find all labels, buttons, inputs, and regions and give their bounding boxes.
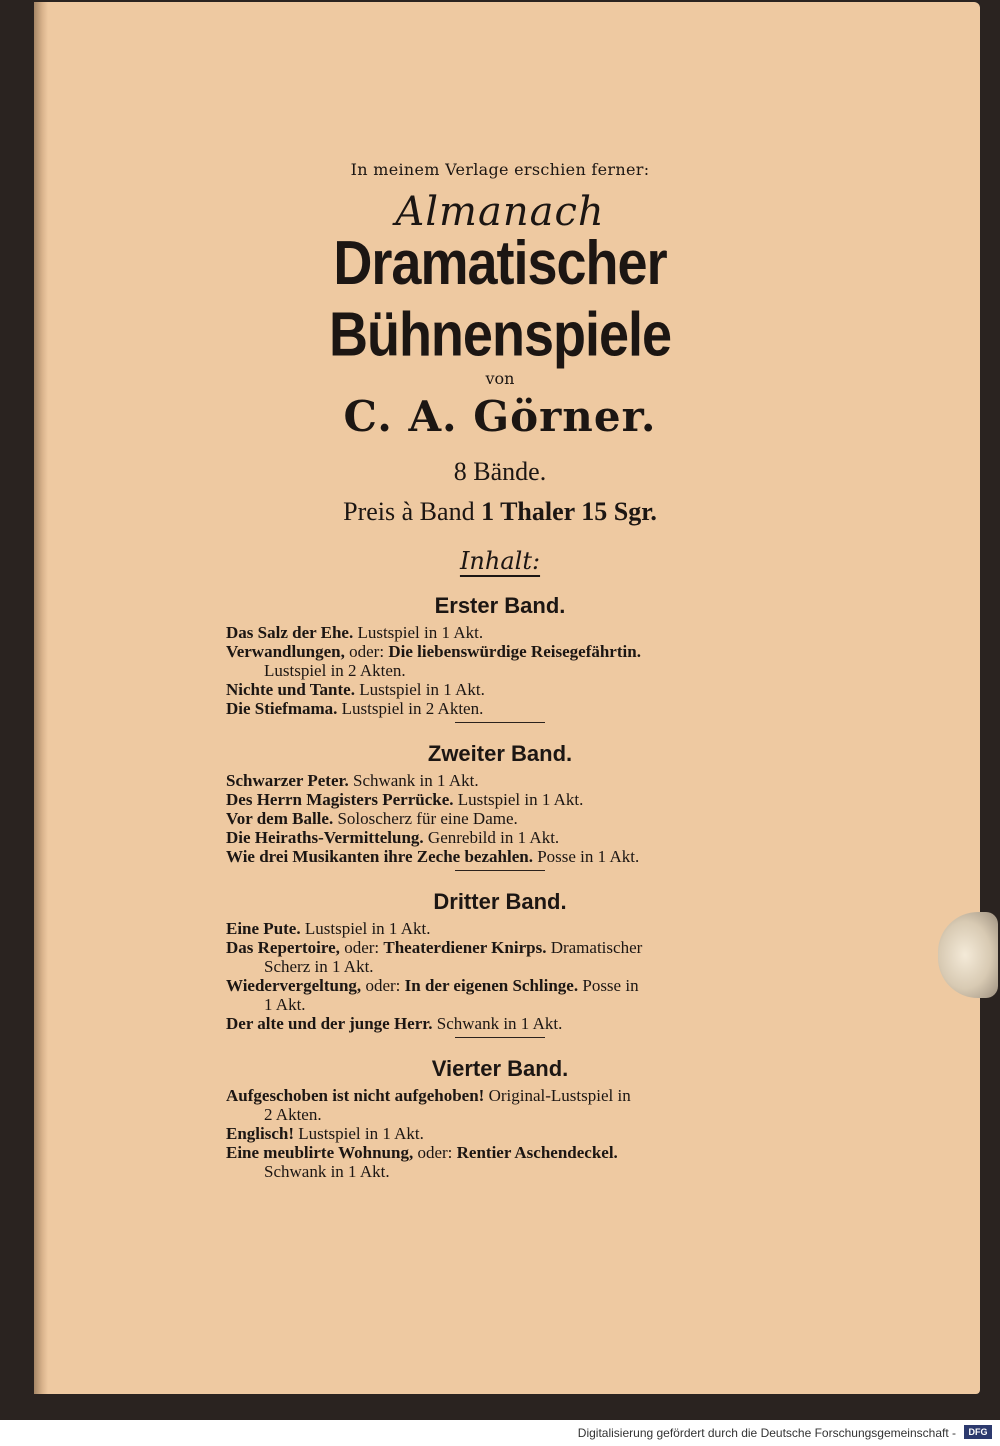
band-title: Erster Band. [434, 593, 566, 618]
play-title: Das Repertoire, [226, 938, 340, 957]
band-title: Zweiter Band. [427, 741, 573, 766]
list-item [226, 847, 786, 866]
alt-title-separator: oder: [417, 1143, 453, 1162]
list-item [226, 680, 786, 699]
play-title: Schwarzer Peter. [226, 771, 349, 790]
play-genre-continued: 2 Akten. [264, 1105, 322, 1124]
list-item [226, 642, 786, 680]
play-genre: Posse in 1 Akt. [537, 847, 640, 866]
band-entries [226, 623, 786, 718]
play-genre-continued: Scherz in 1 Akt. [264, 957, 374, 976]
band-entries [226, 771, 786, 866]
play-title: Verwandlungen, [226, 642, 345, 661]
section-divider [455, 722, 545, 723]
footer-bar [0, 1420, 1000, 1446]
play-genre: Lustspiel in 1 Akt. [359, 680, 485, 699]
list-item [226, 1014, 786, 1033]
band-title: Vierter Band. [431, 1056, 569, 1081]
play-genre: Dramatischer [550, 938, 643, 957]
play-genre-continued: Schwank in 1 Akt. [264, 1162, 390, 1181]
play-genre: Lustspiel in 1 Akt. [298, 1124, 424, 1143]
list-item [226, 828, 786, 847]
play-genre: Lustspiel in 2 Akten. [341, 699, 484, 718]
page-gutter [34, 2, 48, 1394]
list-item [226, 699, 786, 718]
volume-count: 8 Bände. [453, 457, 547, 486]
play-title: Die Stiefmama. [226, 699, 338, 718]
play-genre: Schwank in 1 Akt. [436, 1014, 563, 1033]
page-content [170, 160, 830, 1181]
play-alt-title: Rentier Aschendeckel. [456, 1143, 618, 1162]
play-title: Des Herrn Magisters Perrücke. [226, 790, 454, 809]
list-item [226, 938, 786, 976]
dfg-logo: DFG [964, 1425, 992, 1439]
play-title: Die Heiraths-Vermittelung. [226, 828, 424, 847]
von-line: von [485, 369, 515, 388]
play-genre: Schwank in 1 Akt. [352, 771, 479, 790]
price-prefix: Preis à Band [343, 497, 475, 526]
play-genre: Posse in [582, 976, 639, 995]
section-divider [455, 1037, 545, 1038]
list-item [226, 809, 786, 828]
play-title: Eine Pute. [226, 919, 301, 938]
price-value: 1 Thaler 15 Sgr. [481, 497, 657, 526]
play-title: Eine meublirte Wohnung, [226, 1143, 414, 1162]
list-item [226, 1143, 786, 1181]
play-title: Das Salz der Ehe. [226, 623, 354, 642]
list-item [226, 976, 786, 1014]
band-list [170, 593, 830, 1181]
list-item [226, 1086, 786, 1124]
play-genre: Lustspiel in 1 Akt. [457, 790, 584, 809]
play-genre: Soloscherz für eine Dame. [337, 809, 518, 828]
play-genre: Original-Lustspiel in [488, 1086, 631, 1105]
play-title: Der alte und der junge Herr. [226, 1014, 433, 1033]
price-line [170, 497, 830, 527]
page-title: Dramatischer Bühnenspiele [328, 228, 672, 370]
play-title: Aufgeschoben ist nicht aufgehoben! [226, 1086, 485, 1105]
play-title: Wiedervergeltung, [226, 976, 362, 995]
play-alt-title: Theaterdiener Knirps. [383, 938, 547, 957]
play-genre: Lustspiel in 1 Akt. [357, 623, 484, 642]
author-name: C. A. Görner. [343, 392, 657, 441]
play-title: Englisch! [226, 1124, 295, 1143]
list-item [226, 771, 786, 790]
play-genre: Genrebild in 1 Akt. [427, 828, 560, 847]
play-genre: Lustspiel in 1 Akt. [304, 919, 431, 938]
footer-credit: Digitalisierung gefördert durch die Deutsche Forschungsgemeinschaft - [577, 1426, 956, 1440]
section-divider [455, 870, 545, 871]
play-alt-title: In der eigenen Schlinge. [404, 976, 579, 995]
alt-title-separator: oder: [344, 938, 380, 957]
play-genre-continued: 1 Akt. [264, 995, 306, 1014]
list-item [226, 1124, 786, 1143]
play-title: Nichte und Tante. [226, 680, 355, 699]
contents-heading: Inhalt: [459, 547, 541, 575]
almanach-heading: Almanach [395, 189, 605, 235]
play-title: Wie drei Musikanten ihre Zeche bezahlen. [226, 847, 533, 866]
play-alt-title: Die liebenswürdige Reisegefährtin. [388, 642, 641, 661]
alt-title-separator: oder: [365, 976, 401, 995]
play-genre-continued: Lustspiel in 2 Akten. [264, 661, 406, 680]
alt-title-separator: oder: [349, 642, 385, 661]
band-entries [226, 1086, 786, 1181]
band-title: Dritter Band. [433, 889, 567, 914]
band-entries [226, 919, 786, 1033]
list-item [226, 919, 786, 938]
list-item [226, 623, 786, 642]
intro-line: In meinem Verlage erschien ferner: [350, 160, 650, 179]
play-title: Vor dem Balle. [226, 809, 334, 828]
list-item [226, 790, 786, 809]
